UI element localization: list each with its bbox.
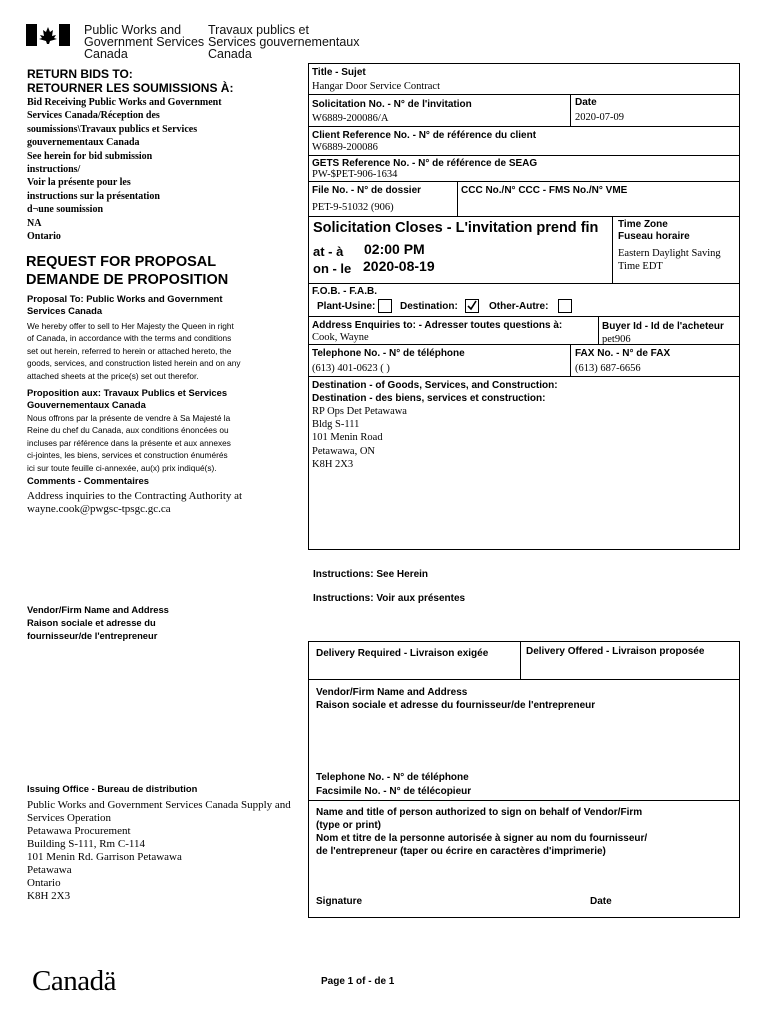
buyer-id-value: pet906 <box>602 334 631 345</box>
destination-label: Destination - of Goods, Services, and Construction: Destination - des biens, services et construction: <box>312 380 558 404</box>
closing-time-value: 02:00 PM <box>364 241 425 257</box>
signature-label: Signature <box>316 896 363 907</box>
address-enquiries-label: Address Enquiries to: - Adresser toutes questions à: <box>312 320 563 331</box>
at-label: at - à <box>313 244 344 259</box>
date-value: 2020-07-09 <box>575 112 624 123</box>
client-reference-label: Client Reference No. - N° de référence du client <box>312 130 537 141</box>
proposition-aux: Proposition aux: Travaux Publics et Services Gouvernementaux Canada <box>27 387 228 410</box>
address-enquiries-value: Cook, Wayne <box>312 332 369 343</box>
buyer-id-label: Buyer Id - Id de l'acheteur <box>602 321 724 332</box>
return-bids-address: Bid Receiving Public Works and Government Services Canada/Réception des soumissions\Travaux publics et Services gouvernementaux Canada See herein for bid submission instructions/ Voir la présente pour les instructions sur la présentation d¬une soumission NA Ontario <box>27 97 222 243</box>
telephone-label: Telephone No. - N° de téléphone <box>312 348 465 359</box>
vendor-label-left: Vendor/Firm Name and Address Raison sociale et adresse du fournisseur/de l'entrepreneur <box>27 604 169 641</box>
plant-usine-label: Plant-Usine: <box>317 301 376 312</box>
closing-date-value: 2020-08-19 <box>363 258 435 274</box>
instructions-en: Instructions: See Herein <box>313 569 429 580</box>
title-value: Hangar Door Service Contract <box>312 81 440 92</box>
time-zone-label: Time Zone Fuseau horaire <box>618 219 690 242</box>
destination-address: RP Ops Det Petawawa Bldg S-111 101 Menin Road Petawawa, ON K8H 2X3 <box>312 406 407 470</box>
authorized-signer-field[interactable] <box>309 860 738 890</box>
on-label: on - le <box>313 261 352 276</box>
delivery-offered-label: Delivery Offered - Livraison proposée <box>526 646 705 657</box>
destination-checkbox[interactable] <box>465 299 479 313</box>
file-no-label: File No. - N° de dossier <box>312 185 422 196</box>
file-no-value: PET-9-51032 (906) <box>312 202 394 213</box>
instructions-fr: Instructions: Voir aux présentes <box>313 593 466 604</box>
rfp-title: REQUEST FOR PROPOSAL DEMANDE DE PROPOSITION <box>26 254 229 288</box>
proposal-to: Proposal To: Public Works and Government Services Canada <box>27 293 223 316</box>
signature-date-label: Date <box>590 896 612 907</box>
return-bids-heading: RETURN BIDS TO: RETOURNER LES SOUMISSIONS À: <box>27 67 234 95</box>
other-autre-checkbox[interactable] <box>558 299 572 313</box>
offer-text-en: We hereby offer to sell to Her Majesty the Queen in right of Canada, in accordance with the terms and conditions set out herein, referred to herein or attached hereto, the goods, services, and construction listed herein and on any attached sheets at the price(s) set out therefor. <box>27 321 241 381</box>
telephone-value: (613) 401-0623 ( ) <box>312 363 390 374</box>
client-reference-value: W6889-200086 <box>312 142 378 153</box>
delivery-required-label: Delivery Required - Livraison exigée <box>316 648 489 659</box>
department-name-fr: Travaux publics et Services gouvernementaux Canada <box>208 23 360 61</box>
fax-value: (613) 687-6656 <box>575 363 641 374</box>
title-label: Title - Sujet <box>312 67 366 78</box>
date-label: Date <box>575 97 597 108</box>
solicitation-closes-label: Solicitation Closes - L'invitation prend fin <box>313 220 599 236</box>
other-autre-label: Other-Autre: <box>489 301 549 312</box>
ccc-no-label: CCC No./N° CCC - FMS No./N° VME <box>461 185 628 196</box>
solicitation-no-value: W6889-200086/A <box>312 113 389 124</box>
issuing-office-label: Issuing Office - Bureau de distribution <box>27 783 198 794</box>
vendor-name-address-label: Vendor/Firm Name and Address Raison sociale et adresse du fournisseur/de l'entrepreneur <box>316 687 596 711</box>
fax-label: FAX No. - N° de FAX <box>575 348 671 359</box>
department-name-en: Public Works and Government Services Canada <box>84 23 205 61</box>
fob-label: F.O.B. - F.A.B. <box>312 286 377 297</box>
canada-flag-icon <box>26 24 70 46</box>
delivery-required-field[interactable] <box>309 660 519 678</box>
solicitation-no-label: Solicitation No. - N° de l'invitation <box>312 99 472 110</box>
comments-label: Comments - Commentaires <box>27 475 149 486</box>
destination-fob-label: Destination: <box>400 301 458 312</box>
offer-text-fr: Nous offrons par la présente de vendre à Sa Majesté la Reine du chef du Canada, aux conditions énoncées ou incluses par référence dans la présente et aux annexes ci-jointes, les biens, services et construction énumérés ici sur toute feuille ci-annexée, au(x) prix indiqué(s). <box>27 413 231 473</box>
comments-text: Address inquiries to the Contracting Authority at wayne.cook@pwgsc-tpsgc.gc.ca <box>27 490 243 515</box>
delivery-offered-field[interactable] <box>522 660 738 678</box>
checkmark-icon <box>466 300 478 312</box>
authorized-signer-label: Name and title of person authorized to sign on behalf of Vendor/Firm (type or print) Nom et titre de la personne autorisée à signer au nom du fournisseur/ de l'entrepreneur (taper ou écrire en caractères d'imprimerie) <box>316 807 648 857</box>
gets-reference-label: GETS Reference No. - N° de référence de SEAG <box>312 158 538 169</box>
gets-reference-value: PW-$PET-906-1634 <box>312 169 398 180</box>
canada-wordmark: Canadä <box>32 965 116 997</box>
time-zone-value: Eastern Daylight Saving Time EDT <box>618 248 721 272</box>
issuing-office-address: Public Works and Government Services Canada Supply and Services Operation Petawawa Procurement Building S-111, Rm C-114 101 Menin Rd. Garrison Petawawa Petawawa Ontario K8H 2X3 <box>27 799 291 902</box>
plant-usine-checkbox[interactable] <box>378 299 392 313</box>
vendor-phone-fax-label: Telephone No. - N° de téléphone Facsimile No. - N° de télécopieur <box>316 772 472 797</box>
page-number: Page 1 of - de 1 <box>321 976 395 987</box>
vendor-name-address-field[interactable] <box>309 714 738 769</box>
